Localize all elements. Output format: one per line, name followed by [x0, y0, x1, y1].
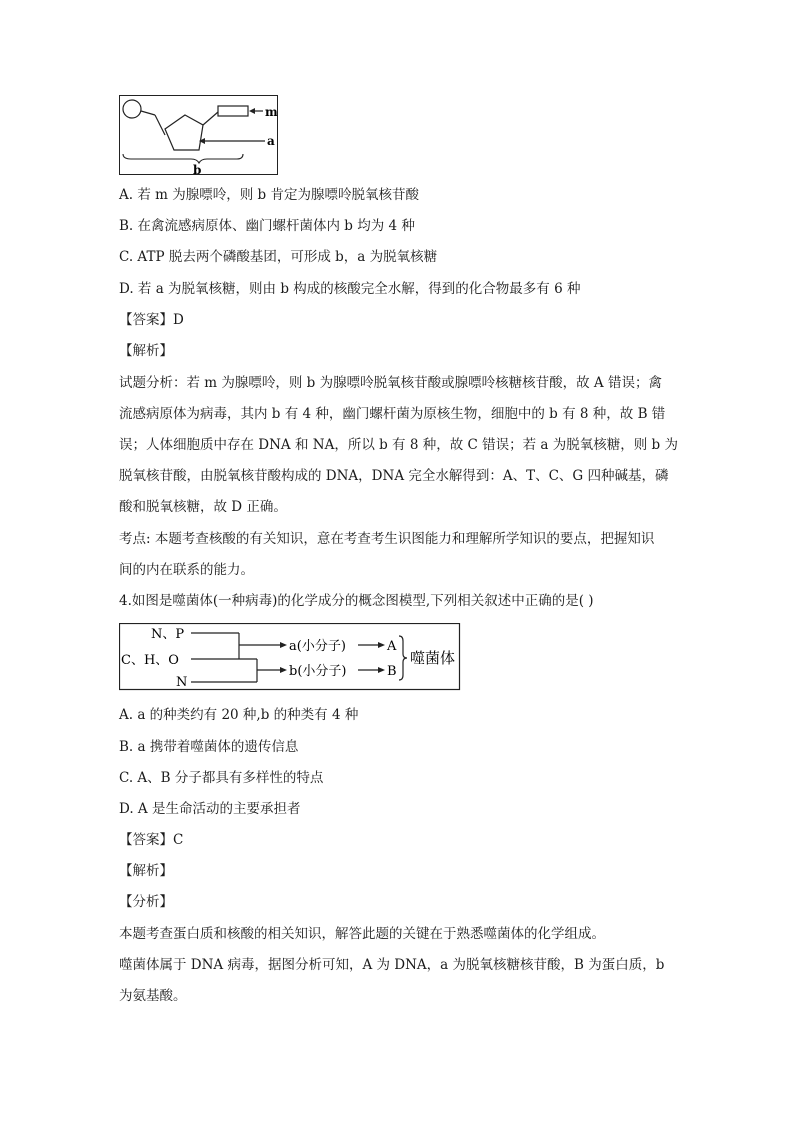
q3-analysis-heading: 【解析】	[119, 343, 173, 359]
q4-option-b: B. a 携带着噬菌体的遗传信息	[119, 739, 299, 755]
q3-option-a: A. 若 m 为腺嘌呤，则 b 肯定为腺嘌呤脱氧核苷酸	[119, 187, 419, 203]
q3-kaodian-line: 间的内在联系的能力。	[119, 562, 254, 578]
q3-answer: 【答案】D	[119, 312, 184, 328]
arrow-to-A-head	[378, 642, 385, 648]
q3-option-b: B. 在禽流感病原体、幽门螺杆菌体内 b 均为 4 种	[119, 218, 415, 234]
label-A: A	[387, 639, 397, 654]
q4-fenxi-heading: 【分析】	[119, 894, 173, 910]
arrow-m-head	[249, 108, 255, 114]
phosphate-bond	[141, 111, 155, 115]
q3-option-c: C. ATP 脱去两个磷酸基团，可形成 b，a 为脱氧核糖	[119, 249, 438, 265]
label-cho: C、H、O	[121, 653, 179, 668]
base-bond	[203, 112, 218, 125]
label-n: N	[176, 675, 188, 690]
label-m: m	[265, 105, 278, 119]
q4-option-c: C. A、B 分子都具有多样性的特点	[119, 770, 324, 786]
q4-analysis-heading: 【解析】	[119, 863, 173, 879]
label-B: B	[387, 664, 397, 679]
q3-analysis-line: 试题分析：若 m 为腺嘌呤，则 b 为腺嘌呤脱氧核苷酸或腺嘌呤核糖核苷酸，故 A 错误；禽	[119, 375, 662, 391]
sugar-bond	[155, 115, 165, 135]
brace-right	[399, 636, 407, 680]
label-a: a	[267, 134, 275, 148]
q3-analysis-line: 流感病原体为病毒，其内 b 有 4 种，幽门螺杆菌为原核生物，细胞中的 b 有 8 种，故 B 错	[119, 406, 666, 422]
q3-kaodian-line: 考点: 本题考查核酸的有关知识，意在考查考生识图能力和理解所学知识的要点，把握知识	[119, 531, 655, 547]
q3-option-d: D. 若 a 为脱氧核糖，则由 b 构成的核酸完全水解，得到的化合物最多有 6 种	[119, 281, 581, 297]
q4-fenxi-line: 本题考查蛋白质和核酸的相关知识，解答此题的关键在于熟悉噬菌体的化学组成。	[119, 926, 605, 942]
q4-fenxi-line: 为氨基酸。	[119, 988, 187, 1004]
pentose-pentagon	[165, 115, 203, 150]
base-rectangle	[218, 106, 248, 116]
q4-stem: 4.如图是噬菌体(一种病毒)的化学成分的概念图模型,下列相关叙述中正确的是( )	[119, 593, 594, 609]
arrow-to-B-head	[378, 667, 385, 673]
q4-fenxi-line: 噬菌体属于 DNA 病毒，据图分析可知，A 为 DNA，a 为脱氧核糖核苷酸，B 为蛋白质，b	[119, 957, 665, 973]
label-b-small: b(小分子)	[289, 664, 347, 679]
nucleotide-diagram	[119, 95, 279, 175]
label-b: b	[193, 163, 202, 175]
q4-option-a: A. a 的种类约有 20 种,b 的种类有 4 种	[119, 707, 359, 723]
q4-option-d: D. A 是生命活动的主要承担者	[119, 801, 301, 817]
arrow-to-b-head	[280, 667, 287, 673]
q4-answer: 【答案】C	[119, 832, 184, 848]
label-np: N、P	[151, 627, 185, 642]
q3-analysis-line: 脱氧核苷酸，由脱氧核苷酸构成的 DNA，DNA 完全水解得到：A、T、C、G 四种碱基，磷	[119, 468, 669, 484]
q3-analysis-line: 酸和脱氧核糖，故 D 正确。	[119, 499, 287, 515]
phosphate-circle	[123, 100, 141, 118]
arrow-to-a-head	[280, 642, 287, 648]
label-a-small: a(小分子)	[289, 639, 346, 654]
phage-concept-map	[119, 623, 461, 691]
brace-b	[123, 154, 243, 163]
label-phage: 噬菌体	[410, 649, 456, 667]
q3-analysis-line: 误；人体细胞质中存在 DNA 和 NA，所以 b 有 8 种，故 C 错误；若 a 为脱氧核糖，则 b 为	[119, 437, 678, 453]
